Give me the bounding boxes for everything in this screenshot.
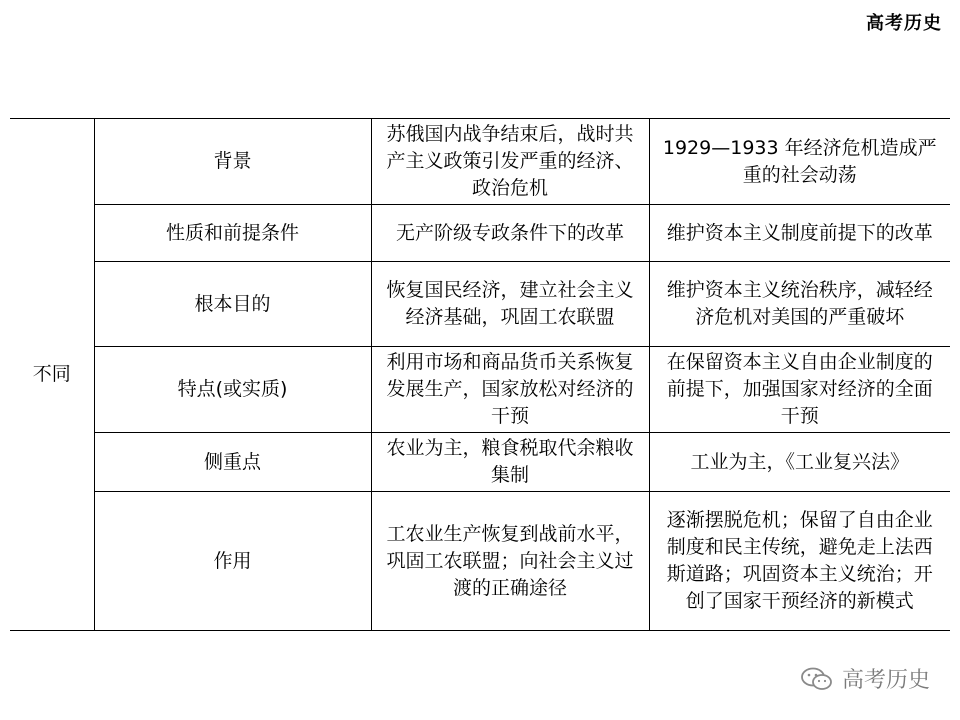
table-row: [10, 119, 950, 205]
aspect-cell: 侧重点: [94, 433, 371, 492]
aspect-cell: 特点(或实质): [94, 347, 371, 433]
soviet-cell: 工农业生产恢复到战前水平，巩固工农联盟；向社会主义过渡的正确途径: [371, 492, 649, 631]
wechat-official-account-icon: [800, 666, 834, 692]
watermark: [800, 663, 930, 694]
aspect-cell: 性质和前提条件: [94, 205, 371, 262]
us-cell: 在保留资本主义自由企业制度的前提下，加强国家对经济的全面干预: [649, 347, 950, 433]
aspect-cell: 作用: [94, 492, 371, 631]
us-cell: 逐渐摆脱危机；保留了自由企业制度和民主传统，避免走上法西斯道路；巩固资本主义统治；开创了国家干预经济的新模式: [649, 492, 950, 631]
comparison-table: [10, 118, 950, 631]
table-row: [10, 492, 950, 631]
us-cell: 维护资本主义制度前提下的改革: [649, 205, 950, 262]
soviet-cell: 利用市场和商品货币关系恢复发展生产，国家放松对经济的干预: [371, 347, 649, 433]
watermark-text: 高考历史: [841, 668, 930, 693]
table-row: [10, 433, 950, 492]
soviet-cell: 农业为主，粮食税取代余粮收集制: [371, 433, 649, 492]
table-row: [10, 347, 950, 433]
us-cell: 工业为主，《工业复兴法》: [649, 433, 950, 492]
table-row: [10, 262, 950, 347]
soviet-cell: 无产阶级专政条件下的改革: [371, 205, 649, 262]
aspect-cell: 根本目的: [94, 262, 371, 347]
group-label-cell: 不同: [10, 119, 94, 631]
aspect-cell: 背景: [94, 119, 371, 205]
us-cell: 1929—1933 年经济危机造成严重的社会动荡: [649, 119, 950, 205]
soviet-cell: 恢复国民经济，建立社会主义经济基础，巩固工农联盟: [371, 262, 649, 347]
table-row: [10, 205, 950, 262]
soviet-cell: 苏俄国内战争结束后，战时共产主义政策引发严重的经济、政治危机: [371, 119, 649, 205]
page-header-title: 高考历史: [866, 13, 942, 34]
us-cell: 维护资本主义统治秩序，减轻经济危机对美国的严重破坏: [649, 262, 950, 347]
